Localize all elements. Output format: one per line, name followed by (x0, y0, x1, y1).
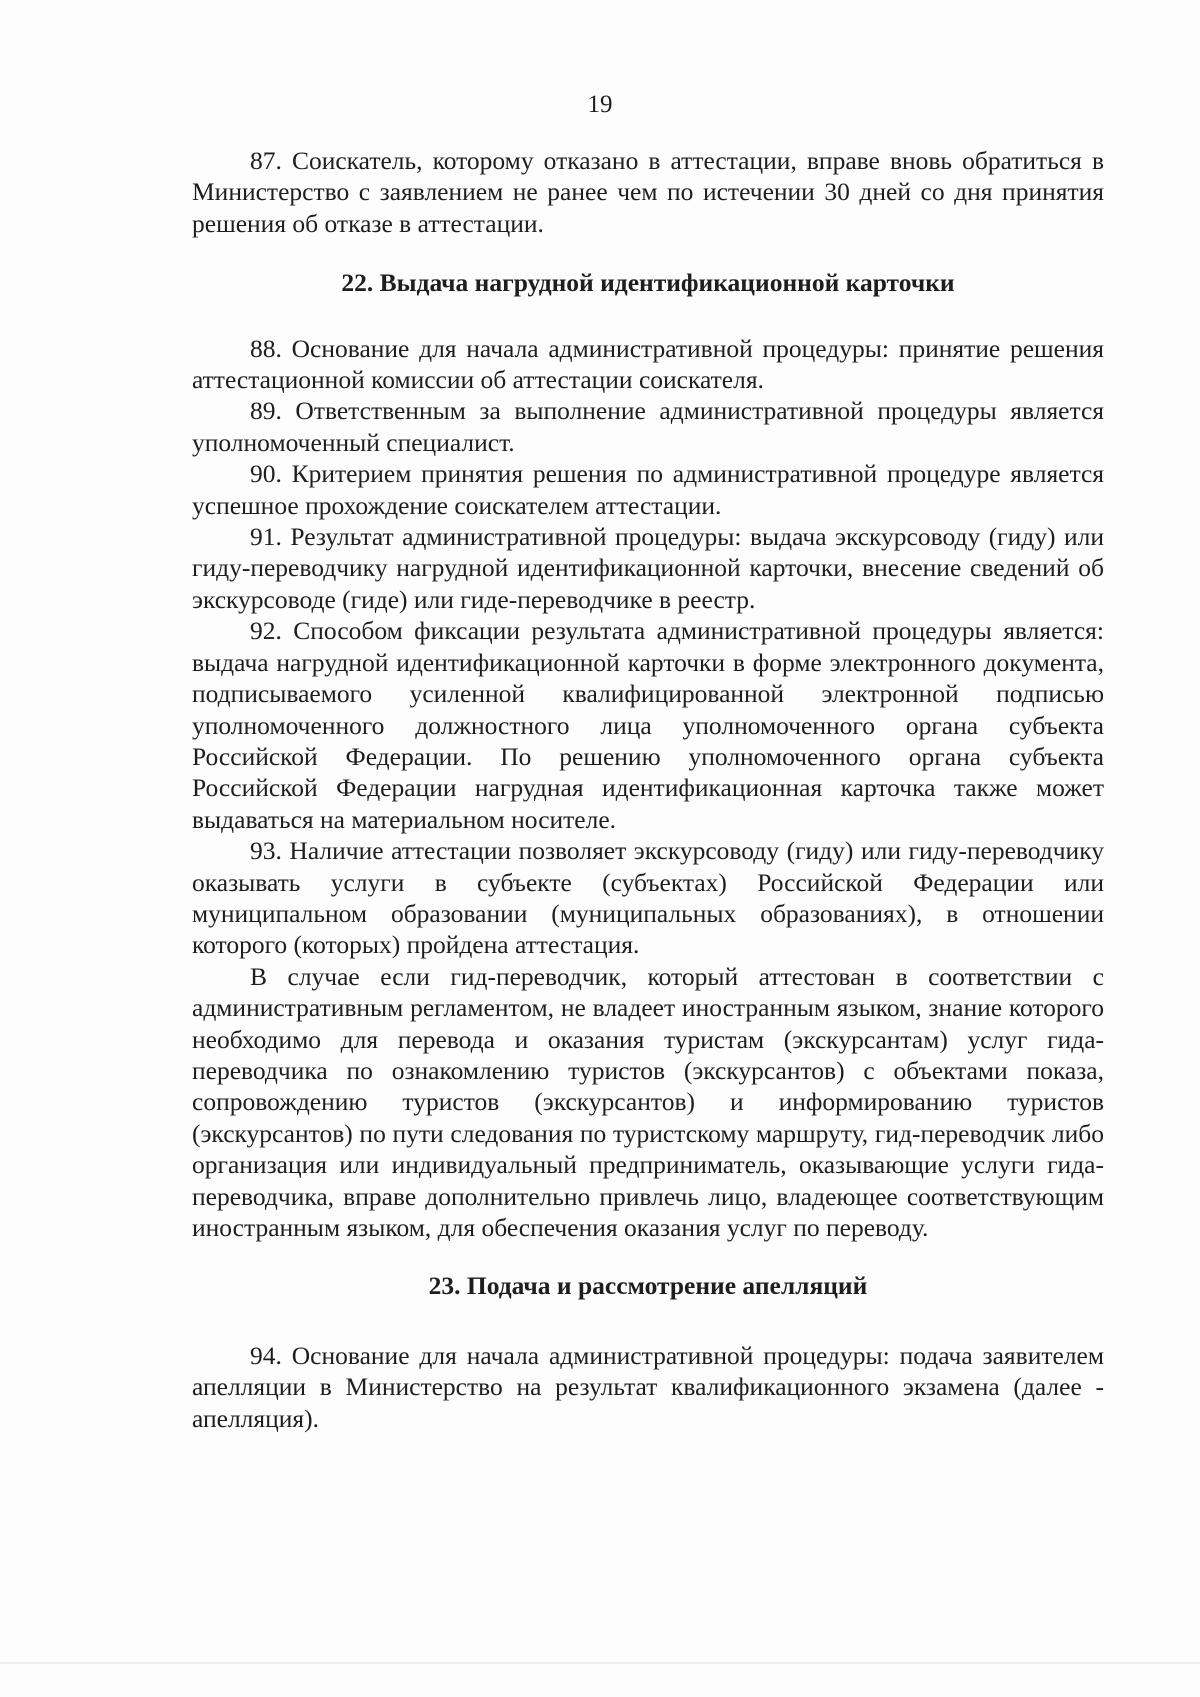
document-body (192, 145, 1104, 1434)
paragraph-93-continuation: В случае если гид-переводчик, который аттестован в соответствии с административным регламентом, не владеет иностранным языком, знание которого необходимо для перевода и оказания туристам (экскурсантам) услуг гида-переводчика по ознакомлению туристов (экскурсантов) с объектами показа, сопровождению туристов (экскурсантов) и информированию туристов (экскурсантов) по пути следования по туристскому маршруту, гид-переводчик либо организация или индивидуальный предприниматель, оказывающие услуги гида-переводчика, вправе дополнительно привлечь лицо, владеющее соответствующим иностранным языком, для обеспечения оказания услуг по переводу. (192, 961, 1104, 1242)
paragraph-89: 89. Ответственным за выполнение административной процедуры является уполномоченный специалист. (192, 396, 1104, 457)
section-heading-22: 22. Выдача нагрудной идентификационной карточки (341, 268, 955, 298)
paragraph-88: 88. Основание для начала административной процедуры: принятие решения аттестационной комиссии об аттестации соискателя. (192, 333, 1104, 395)
section-heading-23: 23. Подача и рассмотрение апелляций (428, 1271, 868, 1301)
paragraph-92: 92. Способом фиксации результата административной процедуры является: выдача нагрудной идентификационной карточки в форме электронного документа, подписываемого усиленной квалифицированной электронной подписью уполномоченного должностного лица уполномоченного органа субъекта Российской Федерации. По решению уполномоченного органа субъекта Российской Федерации нагрудная идентификационная карточка также может выдаваться на материальном носителе. (192, 616, 1104, 834)
paragraph-87: 87. Соискатель, которому отказано в аттестации, вправе вновь обратиться в Министерство с заявлением не ранее чем по истечении 30 дней со дня принятия решения об отказе в аттестации. (192, 146, 1104, 238)
paragraph-93: 93. Наличие аттестации позволяет экскурсоводу (гиду) или гиду-переводчику оказывать услуги в субъекте (субъектах) Российской Федерации или муниципальном образовании (муниципальных образованиях), в отношении которого (которых) пройдена аттестация. (192, 836, 1104, 960)
paragraph-90: 90. Критерием принятия решения по административной процедуре является успешное прохождение соискателем аттестации. (192, 459, 1104, 520)
page-number: 19 (587, 91, 613, 118)
paragraph-91: 91. Результат административной процедуры: выдача экскурсоводу (гиду) или гиду-переводчику нагрудной идентификационной карточки, внесение сведений об экскурсоводе (гиде) или гиде-переводчике в реестр. (192, 522, 1104, 614)
scan-edge-line (0, 1662, 1200, 1664)
paragraph-94: 94. Основание для начала административной процедуры: подача заявителем апелляции в Министерство на результат квалификационного экзамена (далее - апелляция). (192, 1340, 1104, 1433)
